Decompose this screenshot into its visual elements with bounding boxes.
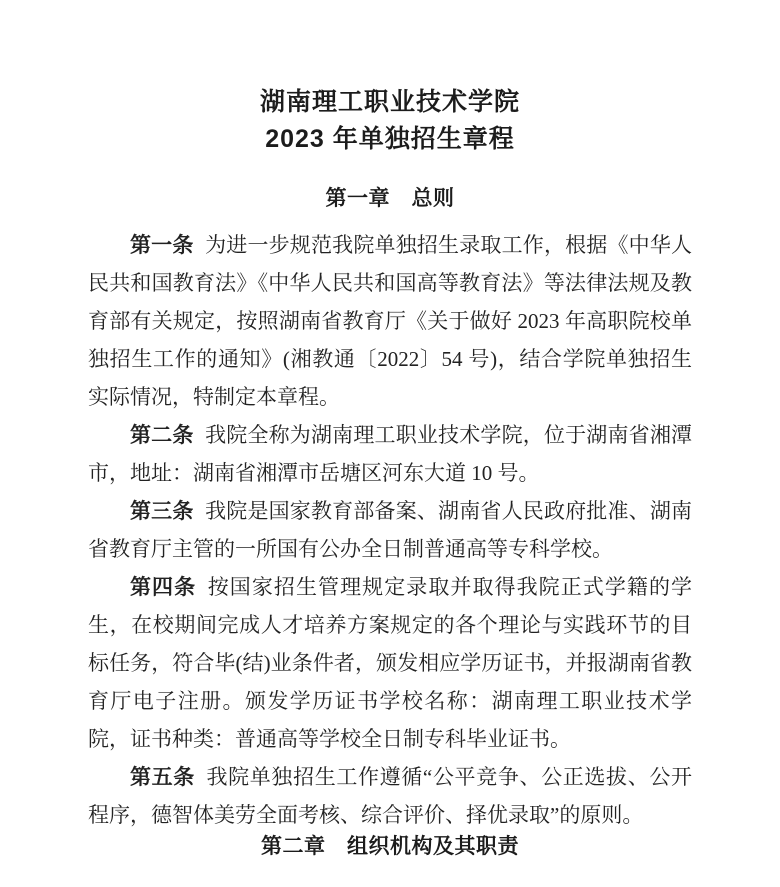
article-1-text: 为进一步规范我院单独招生录取工作，根据《中华人民共和国教育法》《中华人民共和国高等教育法》等法律法规及教育部有关规定，按照湖南省教育厅《关于做好 2023 年高职院校单独招生工作的通知》(湘教通〔2022〕54 号)，结合学院单独招生实际情况，特制定本章程。 (88, 233, 693, 409)
chapter-2-heading: 第二章 组织机构及其职责 (261, 835, 519, 858)
document-body (88, 226, 692, 834)
article-4-text: 按国家招生管理规定录取并取得我院正式学籍的学生，在校期间完成人才培养方案规定的各个理论与实践环节的目标任务，符合毕(结)业条件者，颁发相应学历证书，并报湖南省教育厅电子注册。颁发学历证书学校名称：湖南理工职业技术学院，证书种类：普通高等学校全日制专科毕业证书。 (88, 575, 693, 751)
document-title-line2: 2023 年单独招生章程 (265, 125, 515, 153)
document-title (0, 0, 780, 158)
article-4-label: 第四条 (130, 575, 197, 599)
chapter-1-heading: 第一章 总则 (325, 187, 455, 210)
article-5-text: 我院单独招生工作遵循“公平竞争、公正选拔、公开程序，德智体美劳全面考核、综合评价、择优录取”的原则。 (88, 765, 692, 827)
article-1-label: 第一条 (130, 233, 194, 257)
article-2-text: 我院全称为湖南理工职业技术学院，位于湖南省湘潭市，地址：湖南省湘潭市岳塘区河东大道 10 号。 (88, 423, 693, 485)
article-3-label: 第三条 (130, 499, 194, 523)
article-5-label: 第五条 (130, 765, 195, 789)
document-title-line1: 湖南理工职业技术学院 (259, 88, 520, 116)
article-3 (88, 492, 692, 568)
article-3-text: 我院是国家教育部备案、湖南省人民政府批准、湖南省教育厅主管的一所国有公办全日制普通高等专科学校。 (88, 499, 693, 561)
article-2-label: 第二条 (130, 423, 194, 447)
article-1 (88, 226, 692, 416)
article-2 (88, 416, 692, 492)
article-4 (88, 568, 692, 758)
article-5 (88, 758, 692, 834)
